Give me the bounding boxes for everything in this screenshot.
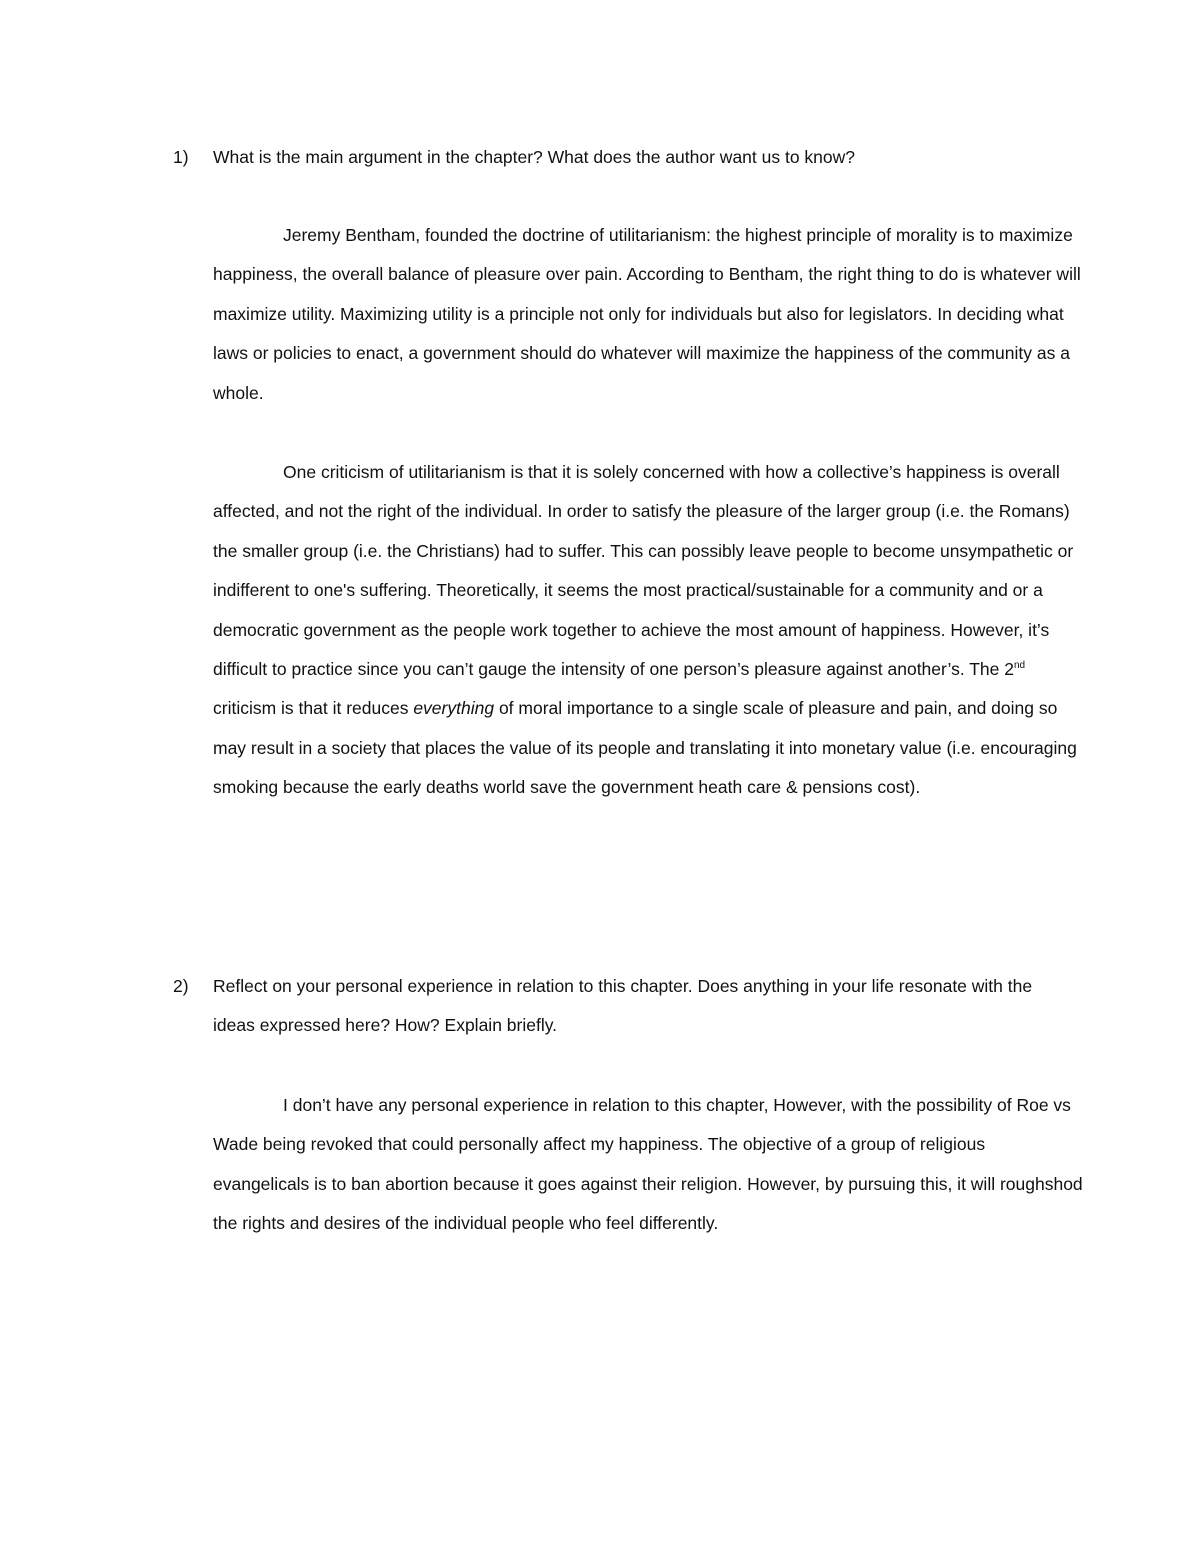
answer-1-paragraph-2	[213, 453, 1083, 808]
question-1	[173, 138, 1053, 177]
ordinal-suffix: nd	[1013, 660, 1026, 672]
question-2-number: 2)	[173, 976, 189, 996]
answer-2-paragraph-1: I don’t have any personal experience in relation to this chapter, However, with the possibility of Roe vs Wade being revoked that could personally affect my happiness. The objective of a group of religious evangelicals is to ban abortion because it goes against their religion. However, by pursuing this, it will roughshod the rights and desires of the individual people who feel differently.	[213, 1095, 1083, 1234]
question-1-text: What is the main argument in the chapter? What does the author want us to know?	[213, 147, 856, 167]
answer-1-paragraph-2-part-a: One criticism of utilitarianism is that it is solely concerned with how a collective’s happiness is overall affected, and not the right of the individual. In order to satisfy the pleasure of the larger group (i.e. the Romans) the smaller group (i.e. the Christians) had to suffer. This can possibly leave people to become unsympathetic or indifferent to one's suffering. Theoretically, it seems the most practical/sustainable for a community and or a democratic government as the people work together to achieve the most amount of happiness. However, it’s difficult to practice since you can’t gauge the intensity of one person’s pleasure against another’s. The 2	[213, 462, 1074, 680]
emphasis-everything: everything	[413, 698, 495, 719]
question-1-number: 1)	[173, 147, 189, 167]
answer-1-paragraph-1: Jeremy Bentham, founded the doctrine of utilitarianism: the highest principle of morality is to maximize happiness, the overall balance of pleasure over pain. According to Bentham, the right thing to do is whatever will maximize utility. Maximizing utility is a principle not only for individuals but also for legislators. In deciding what laws or policies to enact, a government should do whatever will maximize the happiness of the community as a whole.	[213, 225, 1081, 403]
question-2-text: Reflect on your personal experience in relation to this chapter. Does anything in your life resonate with the ideas expressed here? How? Explain briefly.	[213, 976, 1033, 1036]
question-2	[173, 967, 1053, 1046]
answer-1-paragraph-2-part-b: criticism is that it reduces	[213, 698, 414, 719]
answer-1-paragraph-2-part-c: of moral importance to a single scale of pleasure and pain, and doing so may result in a society that places the value of its people and translating it into monetary value (i.e. encouraging smoking because the early deaths world save the government heath care & pensions cost).	[213, 698, 1077, 798]
